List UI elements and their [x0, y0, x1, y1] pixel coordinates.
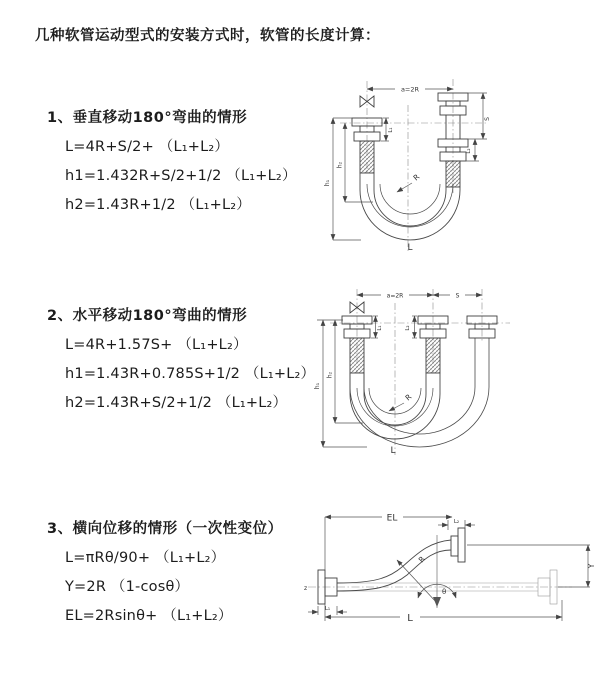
- formula-line: h1=1.43R+0.785S+1/2 （L₁+L₂）: [65, 366, 316, 382]
- diagram-lateral-displacement: [300, 500, 600, 645]
- upper-right-flange: [451, 528, 465, 562]
- hose-s-curve: [337, 540, 451, 591]
- dim-s-label: S: [455, 292, 460, 300]
- dim-y: [467, 545, 590, 587]
- dim-l1-label: L₁: [377, 325, 383, 331]
- formula-line: h1=1.432R+S/2+1/2 （L₁+L₂）: [65, 168, 297, 184]
- formula-line: Y=2R （1-cosθ）: [65, 579, 190, 595]
- dim-l2-label: L₂: [405, 325, 411, 331]
- formula-line: h2=1.43R+S/2+1/2 （L₁+L₂）: [65, 395, 288, 411]
- dim-l: [325, 600, 562, 621]
- length-label: L: [390, 446, 396, 456]
- dim-l2: [412, 316, 417, 338]
- page-title: 几种软管运动型式的安装方式时，软管的长度计算：: [35, 28, 380, 44]
- dim-h2-label: h₂: [336, 161, 344, 169]
- section-3-heading: 3、横向位移的情形（一次性变位）: [47, 521, 283, 537]
- diagram-vertical-180-bend: [315, 75, 600, 255]
- radius-label: R: [403, 392, 414, 403]
- section-1-heading: 1、垂直移动180°弯曲的情形: [47, 110, 248, 126]
- dim-h1-label: h₁: [314, 382, 321, 390]
- length-label: L: [407, 243, 413, 253]
- formula-line: L=4R+S/2+ （L₁+L₂）: [65, 139, 230, 155]
- formula-line: h2=1.43R+1/2 （L₁+L₂）: [65, 197, 251, 213]
- dim-s: [468, 93, 487, 139]
- length-label: L: [407, 613, 413, 624]
- radius-label: R: [416, 554, 427, 565]
- radius-leader: [389, 403, 404, 411]
- dim-h1-label: h₁: [324, 179, 331, 187]
- angle-theta: [418, 535, 456, 608]
- dim-el-label: EL: [386, 513, 398, 524]
- diagram-horizontal-180-bend: [305, 283, 600, 461]
- dim-l1-label: L₁: [324, 606, 331, 612]
- radius-leader: [397, 183, 412, 192]
- hose-u-bend-displaced: [350, 338, 489, 447]
- formula-line: EL=2Rsinθ+ （L₁+L₂）: [65, 608, 233, 624]
- dim-y-label: Y: [587, 563, 596, 569]
- formula-line: L=4R+1.57S+ （L₁+L₂）: [65, 337, 248, 353]
- dim-el: [325, 517, 452, 570]
- hose-u-bend: [360, 173, 460, 240]
- dim-a2r-label: a=2R: [400, 85, 420, 94]
- formula-line: L=πRθ/90+ （L₁+L₂）: [65, 550, 226, 566]
- break-mark: z: [304, 585, 308, 592]
- section-horizontal-movement: [47, 304, 347, 412]
- left-pipe-flange: [352, 118, 382, 173]
- radius-label: R: [411, 172, 422, 183]
- section-vertical-movement: [47, 106, 347, 214]
- dim-h1: [333, 118, 361, 240]
- theta-label: θ: [442, 588, 447, 596]
- middle-pipe-flange: [418, 316, 448, 373]
- dim-a2r-label: a=2R: [386, 292, 404, 300]
- section-2-heading: 2、水平移动180°弯曲的情形: [47, 308, 248, 324]
- dim-s-label: S: [484, 117, 491, 121]
- dim-l1-label: L₁: [388, 127, 394, 133]
- dim-l2-label: L₂: [466, 148, 472, 154]
- dim-h2-label: h₂: [326, 371, 334, 379]
- dim-l2-label: L₂: [453, 519, 460, 525]
- left-pipe-flange: [342, 316, 372, 373]
